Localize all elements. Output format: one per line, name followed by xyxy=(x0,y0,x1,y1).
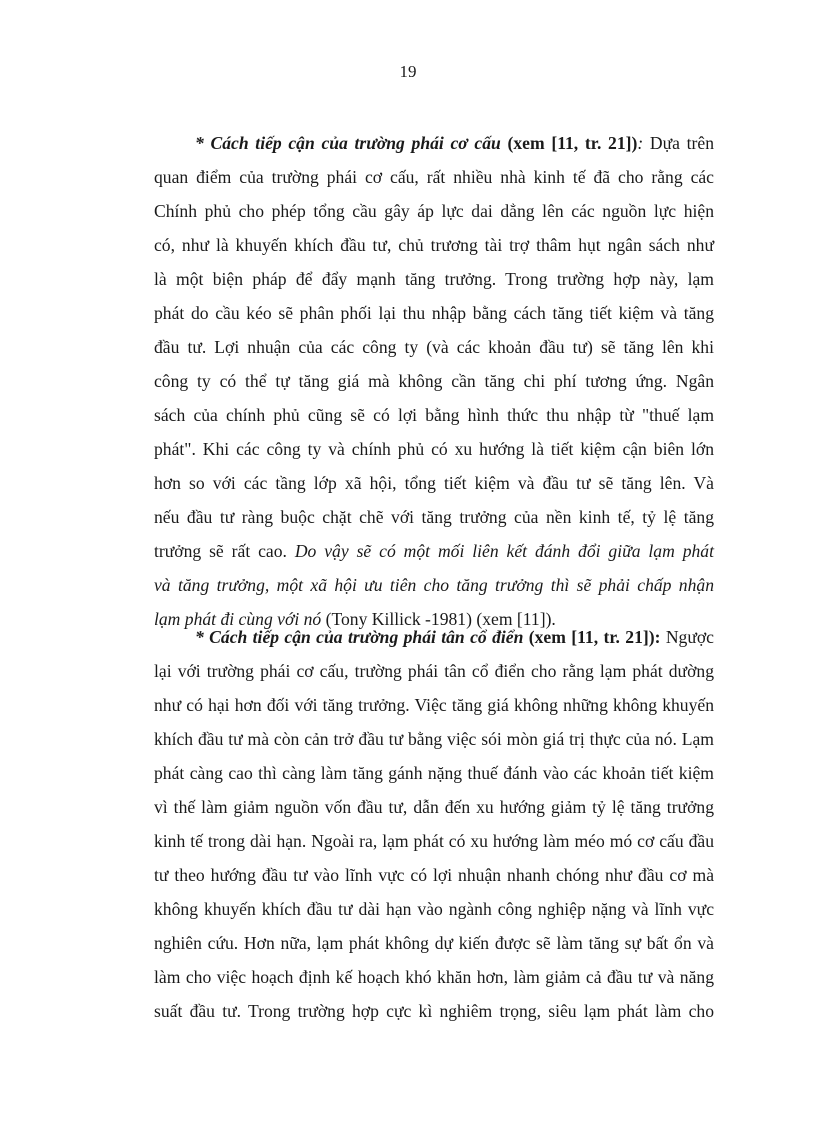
paragraph-line: quan điểm của trường phái cơ cấu, rất nhiều nhà kinh tế đã cho rằng các xyxy=(154,167,714,187)
paragraph-line: không khuyến khích đầu tư dài hạn vào ngành công nghiệp nặng và lĩnh vực xyxy=(154,899,714,919)
paragraph-line: làm cho việc hoạch định kế hoạch khó khăn hơn, làm giảm cả đầu tư và năng xyxy=(154,967,714,987)
paragraph-line: đầu tư. Lợi nhuận của các công ty (và các khoản đầu tư) sẽ tăng lên khi xyxy=(154,337,714,357)
line-text: Ngược xyxy=(660,627,714,647)
line-text: Dựa trên xyxy=(643,133,715,153)
paragraph-line: là một biện pháp để đẩy mạnh tăng trưởng. Trong trường hợp này, lạm xyxy=(154,269,714,289)
paragraph-structuralist-approach xyxy=(154,126,714,636)
paragraph-line: nếu đầu tư ràng buộc chặt chẽ với tăng trưởng của nền kinh tế, tỷ lệ tăng xyxy=(154,507,714,527)
paragraph-line xyxy=(154,534,714,568)
paragraph-line: khích đầu tư mà còn cản trở đầu tư bằng việc sói mòn giá trị thực của nó. Lạm xyxy=(154,729,714,749)
citation-ref: (xem [11, tr. 21]) xyxy=(500,133,638,153)
italic-conclusion: lạm phát đi cùng với nó xyxy=(154,609,322,629)
paragraph-line: suất đầu tư. Trong trường hợp cực kì nghiêm trọng, siêu lạm phát làm cho xyxy=(154,1001,714,1021)
paragraph-line: phát càng cao thì càng làm tăng gánh nặng thuế đánh vào các khoản tiết kiệm xyxy=(154,763,714,783)
paragraph-line: có, như là khuyến khích đầu tư, chủ trương tài trợ thâm hụt ngân sách như xyxy=(154,235,714,255)
paragraph-line: phát do cầu kéo sẽ phân phối lại thu nhập bằng cách tăng tiết kiệm và tăng xyxy=(154,303,714,323)
citation-text: (Tony Killick -1981) (xem [11]). xyxy=(321,609,556,629)
paragraph-line xyxy=(154,126,714,160)
paragraph-line: Chính phủ cho phép tổng cầu gây áp lực dai dẳng lên các nguồn lực hiện xyxy=(154,201,714,221)
page-number: 19 xyxy=(399,62,417,81)
paragraph-line: nghiên cứu. Hơn nữa, lạm phát không dự kiến được sẽ làm tăng sự bất ổn và xyxy=(154,933,714,953)
section-heading: * Cách tiếp cận của trường phái tân cổ điển xyxy=(195,627,524,647)
paragraph-line: phát". Khi các công ty và chính phủ có xu hướng là tiết kiệm cận biên lớn xyxy=(154,439,714,459)
heading-colon: : xyxy=(637,133,644,153)
paragraph-line: vì thế làm giảm nguồn vốn đầu tư, dẫn đến xu hướng giảm tỷ lệ tăng trưởng xyxy=(154,797,714,817)
line-text: trưởng sẽ rất cao. xyxy=(154,541,295,561)
italic-conclusion: Do vậy sẽ có một mối liên kết đánh đổi giữa lạm phát xyxy=(294,541,714,561)
paragraph-line: sách của chính phủ cũng sẽ có lợi bằng hình thức thu nhập từ "thuế lạm xyxy=(154,405,714,425)
paragraph-line: lại với trường phái cơ cấu, trường phái tân cổ điển cho rằng lạm phát dường xyxy=(154,661,714,681)
paragraph-line xyxy=(154,620,714,654)
paragraph-line: hơn so với các tầng lớp xã hội, tổng tiết kiệm và đầu tư sẽ tăng lên. Và xyxy=(154,473,714,493)
paragraph-line: tư theo hướng đầu tư vào lĩnh vực có lợi nhuận nhanh chóng như đầu cơ mà xyxy=(154,865,714,885)
citation-ref: (xem [11, tr. 21]): xyxy=(523,627,661,647)
paragraph-line: công ty có thể tự tăng giá mà không cần tăng chi phí tương ứng. Ngân xyxy=(154,371,714,391)
paragraph-line: kinh tế trong dài hạn. Ngoài ra, lạm phát có xu hướng làm méo mó cơ cấu đầu xyxy=(154,831,714,851)
paragraph-neoclassical-approach xyxy=(154,620,714,1028)
section-heading: * Cách tiếp cận của trường phái cơ cấu xyxy=(195,133,501,153)
paragraph-line: và tăng trưởng, một xã hội ưu tiên cho tăng trưởng thì sẽ phải chấp nhận xyxy=(154,575,714,595)
paragraph-line: như có hại hơn đối với tăng trưởng. Việc tăng giá không những không khuyến xyxy=(154,695,714,715)
